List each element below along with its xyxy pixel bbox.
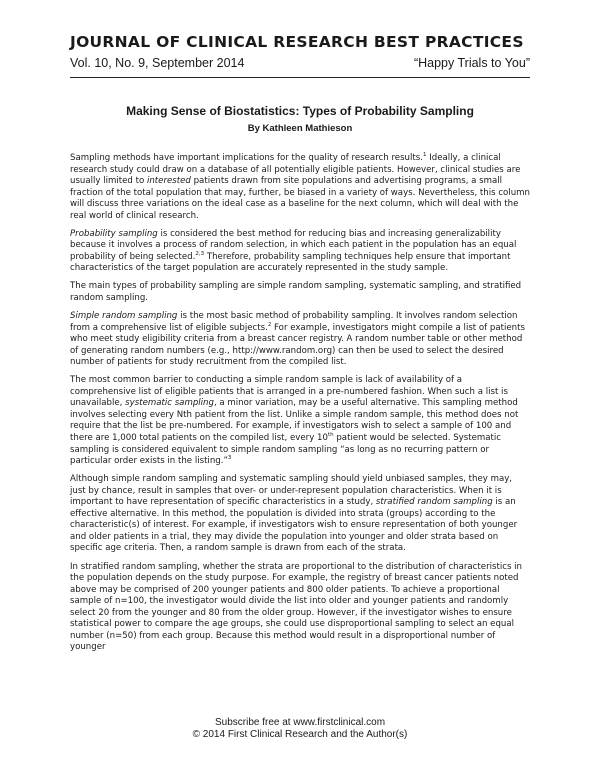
volume-issue: Vol. 10, No. 9, September 2014 (70, 56, 245, 70)
paragraph-7: In stratified random sampling, whether the strata are proportional to the distribution of characteristics in the population depends on the study purpose. For example, the registry of breast cancer patients noted above may be comprised of 200 younger patients and 800 older patients. To achieve a proportional sample of n=100, the investigator would divide the list into older and younger patients and randomly select 20 from the younger and 80 from the older group. However, if the investigator wishes to ensure statistical power to compare the age groups, she could use disproportional sampling to select an equal number (n=50) from each group. Because this method would result in a disproportional number of younger (70, 561, 522, 653)
paragraph-1 (70, 153, 530, 222)
emphasis: interested (146, 176, 191, 187)
text-run: Therefore, probability sampling techniques help ensure that important characteristics of the target population are accurately represented in the study sample. (70, 251, 511, 274)
emphasis: Simple random sampling (70, 311, 178, 322)
emphasis: systematic sampling (125, 398, 214, 409)
page-footer (70, 717, 530, 741)
text-run: is an effective alternative. In this method, the population is divided into strata (groups) according to the characteristic(s) of interest. For example, if investigators wish to ensure representation of both younger and older patients in a trial, they may divide the population into younger and older strata based on specific age criteria. Then, a random sample is drawn from each of the strata. (70, 497, 518, 554)
footnote-ref: 1 (422, 152, 427, 159)
journal-tagline: “Happy Trials to You” (413, 56, 530, 70)
journal-title: JOURNAL OF CLINICAL RESEARCH BEST PRACTICES (70, 33, 524, 51)
article-body (70, 153, 530, 660)
text-run: For example, investigators might compile a list of patients who meet study eligibility criteria from a breast cancer registry. A random number table or other method of generating random numbers (e.g., http://www.random.org) can then be used to select the desired number of patients for study recruitment from the compiled list. (70, 322, 525, 368)
emphasis: stratified random sampling (375, 497, 493, 508)
article-title: Making Sense of Biostatistics: Types of Probability Sampling (126, 104, 474, 118)
paragraph-5 (70, 375, 530, 467)
text-run: patient would be selected. Systematic sampling is considered equivalent to simple random sampling “as long as no recurring pattern or particular order exists in the listing.” (70, 433, 501, 467)
footnote-ref: 2 (267, 321, 272, 328)
text-run: The most common barrier to conducting a simple random sample is lack of availability of a comprehensive list of eligible patients that is arranged in a pre-numbered fashion. When such a list is unavailable, (70, 375, 508, 409)
text-run: Sampling methods have important implications for the quality of research results. (70, 153, 423, 163)
emphasis: Probability sampling (70, 228, 158, 239)
paragraph-2 (70, 229, 530, 275)
text-run: Ideally, a clinical research study could draw on a database of all potentially eligible patients. However, clinical studies are usually limited to (70, 153, 521, 187)
text-run: is considered the best method for reducing bias and increasing generalizability because it involves a process of random selection, in which each patient in the population has an equal probability of being selected. (70, 228, 517, 262)
paragraph-4 (70, 311, 530, 369)
text-run: , a minor variation, may be a useful alternative. This sampling method involves selecting every Nth patient from the list. Unlike a simple random sample, this method does not require that the list be pre-numbered. For example, if investigators wish to select a sample of 100 and there are 1,000 total patients on the compiled list, every 10 (70, 398, 519, 444)
text-run: patients drawn from site populations and advertising programs, a small fraction of the total population that may, further, be biased in a variety of ways. Nevertheless, this column will discuss three variations on the ideal case as a baseline for the next column, which will deal with the real world of clinical research. (70, 176, 530, 221)
paragraph-6 (70, 474, 530, 555)
text-run: Although simple random sampling and systematic sampling should yield unbiased samples, they may, just by chance, result in samples that over- or under-represent population characteristics. When it is important to have representation of specific characteristics in a study, (70, 474, 513, 508)
text-run: is the most basic method of probability sampling. It involves random selection from a comprehensive list of eligible subjects. (70, 311, 518, 333)
ordinal-suffix: th (327, 432, 334, 439)
header-divider (70, 77, 530, 78)
paragraph-3: The main types of probability sampling are simple random sampling, systematic sampling, and stratified random sampling. (70, 281, 522, 304)
subscribe-line: Subscribe free at www.firstclinical.com (214, 717, 386, 728)
footnote-ref: 2,3 (195, 251, 205, 258)
author-byline: By Kathleen Mathieson (247, 123, 353, 134)
copyright-line: © 2014 First Clinical Research and the Author(s) (192, 729, 408, 740)
footnote-ref: 3 (227, 455, 232, 462)
